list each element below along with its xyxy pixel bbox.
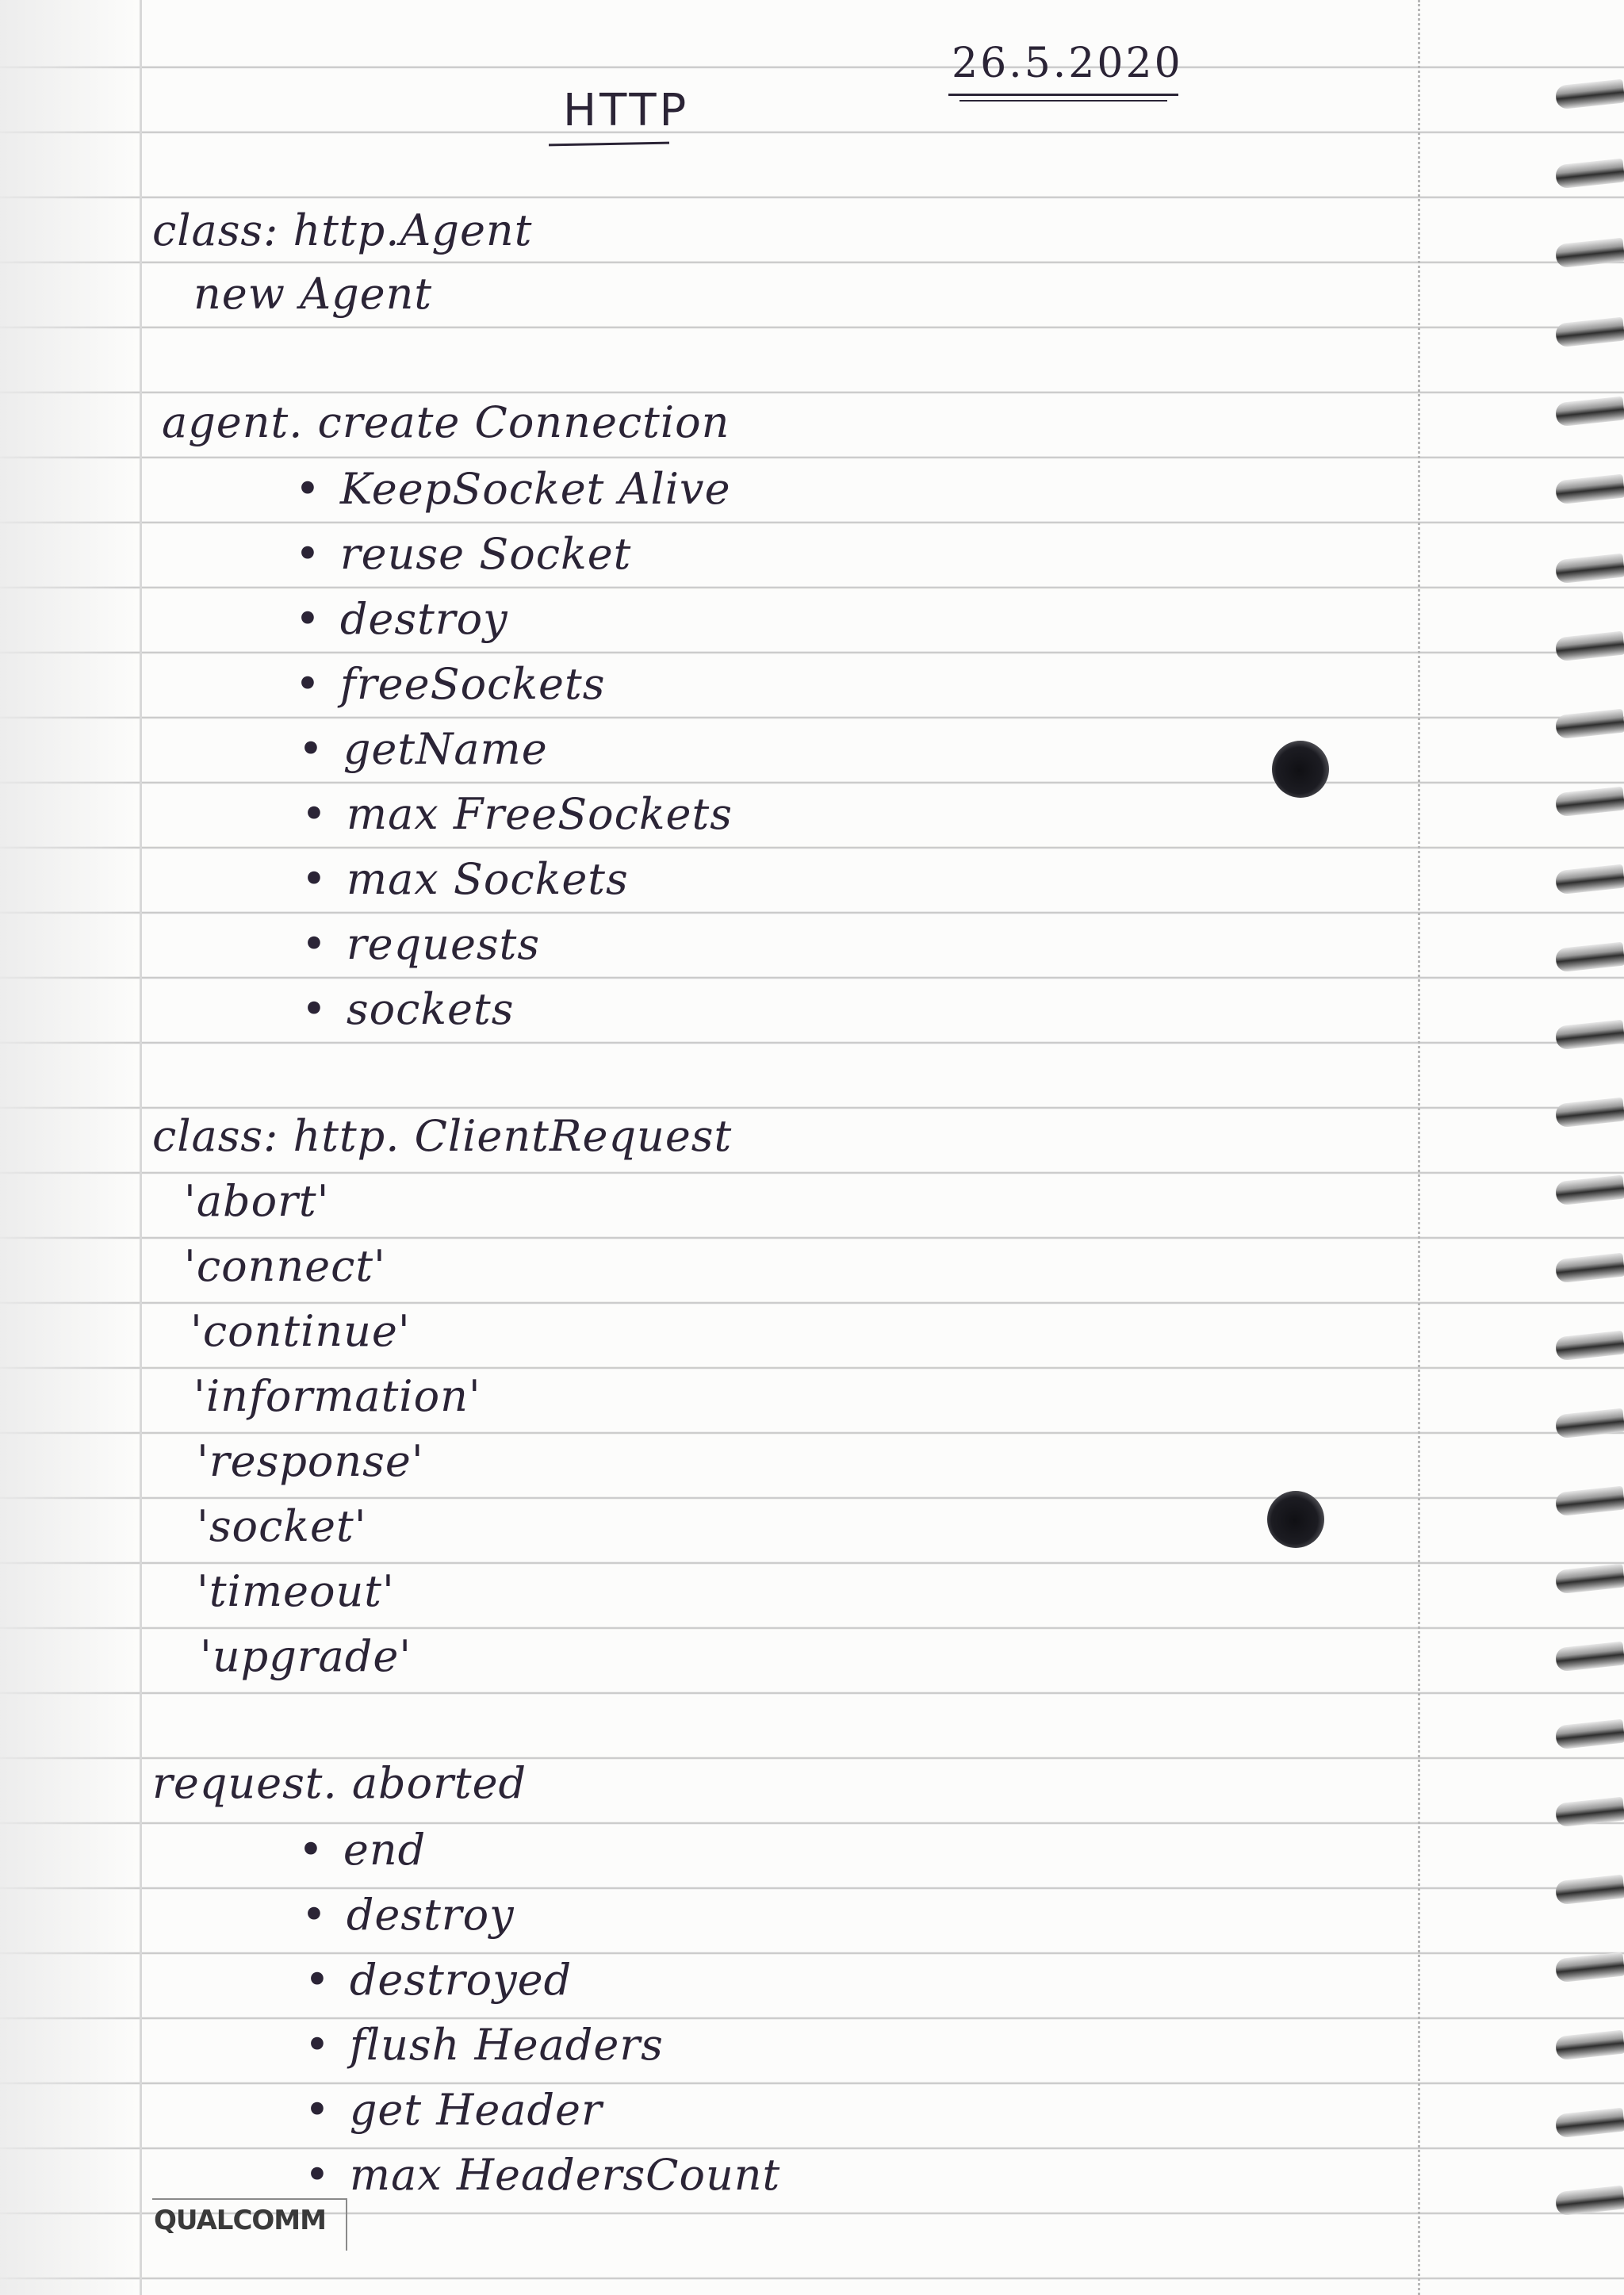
brand-logo: QUALCOMM xyxy=(154,2205,326,2236)
title-underline xyxy=(549,142,669,147)
spiral-coil xyxy=(1555,864,1624,895)
spiral-coil xyxy=(1555,1253,1624,1284)
spiral-coil xyxy=(1555,709,1624,740)
spiral-coil xyxy=(1555,159,1624,190)
spiral-coil xyxy=(1555,787,1624,818)
date-underline-second xyxy=(959,100,1167,102)
request-member-item: • get Header xyxy=(304,2089,603,2132)
spiral-coil xyxy=(1555,238,1624,269)
client-request-event: 'information' xyxy=(193,1371,481,1421)
agent-member-item: • requests xyxy=(301,923,540,966)
punch-hole xyxy=(1272,741,1329,798)
spiral-coil xyxy=(1555,1875,1624,1906)
client-request-event: 'response' xyxy=(197,1436,424,1486)
request-member-item: • end xyxy=(298,1829,426,1872)
spiral-coil xyxy=(1555,1486,1624,1517)
spiral-coil xyxy=(1555,2186,1624,2216)
spiral-coil xyxy=(1555,2030,1624,2061)
agent-member-item: • getName xyxy=(298,728,548,771)
spiral-coil xyxy=(1555,397,1624,427)
punch-hole xyxy=(1267,1491,1324,1548)
agent-class-sub: new Agent xyxy=(193,269,433,319)
spiral-coil xyxy=(1555,942,1624,973)
spiral-coil xyxy=(1555,317,1624,348)
spiral-coil xyxy=(1555,2108,1624,2139)
agent-member-item: • freeSockets xyxy=(295,663,605,706)
request-member-item: • destroy xyxy=(301,1894,515,1937)
client-request-event: 'timeout' xyxy=(197,1566,395,1616)
spiral-coil xyxy=(1555,1098,1624,1128)
request-member-item: • destroyed xyxy=(304,1959,572,2002)
request-members-lead: request. aborted xyxy=(152,1758,527,1808)
spiral-coil xyxy=(1555,79,1624,110)
agent-members-lead: agent. create Connection xyxy=(162,397,730,447)
client-request-event: 'upgrade' xyxy=(200,1631,412,1681)
spiral-coil xyxy=(1555,1564,1624,1595)
spiral-coil xyxy=(1555,1952,1624,1983)
client-request-event: 'connect' xyxy=(184,1241,386,1291)
date-underline xyxy=(948,94,1178,96)
spiral-coil xyxy=(1555,1175,1624,1206)
client-request-event: 'socket' xyxy=(197,1501,367,1551)
spiral-coil xyxy=(1555,1719,1624,1750)
spiral-binding xyxy=(1548,0,1624,2295)
spiral-coil xyxy=(1555,1020,1624,1051)
agent-member-item: • destroy xyxy=(295,598,508,641)
agent-member-item: • max Sockets xyxy=(301,858,629,901)
spiral-coil xyxy=(1555,1408,1624,1439)
agent-member-item: • KeepSocket Alive xyxy=(295,468,731,511)
spiral-coil xyxy=(1555,631,1624,662)
agent-member-item: • reuse Socket xyxy=(295,533,631,576)
left-margin-line xyxy=(140,0,142,2295)
request-member-item: • max HeadersCount xyxy=(304,2154,780,2197)
page-title: HTTP xyxy=(563,85,690,136)
agent-class-heading: class: http.Agent xyxy=(152,205,533,255)
client-request-event: 'abort' xyxy=(184,1176,330,1226)
spiral-coil xyxy=(1555,1797,1624,1828)
client-request-event: 'continue' xyxy=(190,1306,411,1356)
page-left-shade xyxy=(0,0,139,2295)
spiral-coil xyxy=(1555,1642,1624,1672)
agent-member-item: • max FreeSockets xyxy=(301,793,733,836)
spiral-coil xyxy=(1555,554,1624,584)
client-request-class-heading: class: http. ClientRequest xyxy=(152,1111,733,1161)
request-member-item: • flush Headers xyxy=(304,2024,664,2067)
agent-member-item: • sockets xyxy=(301,988,514,1031)
spiral-coil xyxy=(1555,474,1624,505)
date: 26.5.2020 xyxy=(952,40,1183,87)
right-margin-line xyxy=(1418,0,1420,2295)
spiral-coil xyxy=(1555,1331,1624,1362)
